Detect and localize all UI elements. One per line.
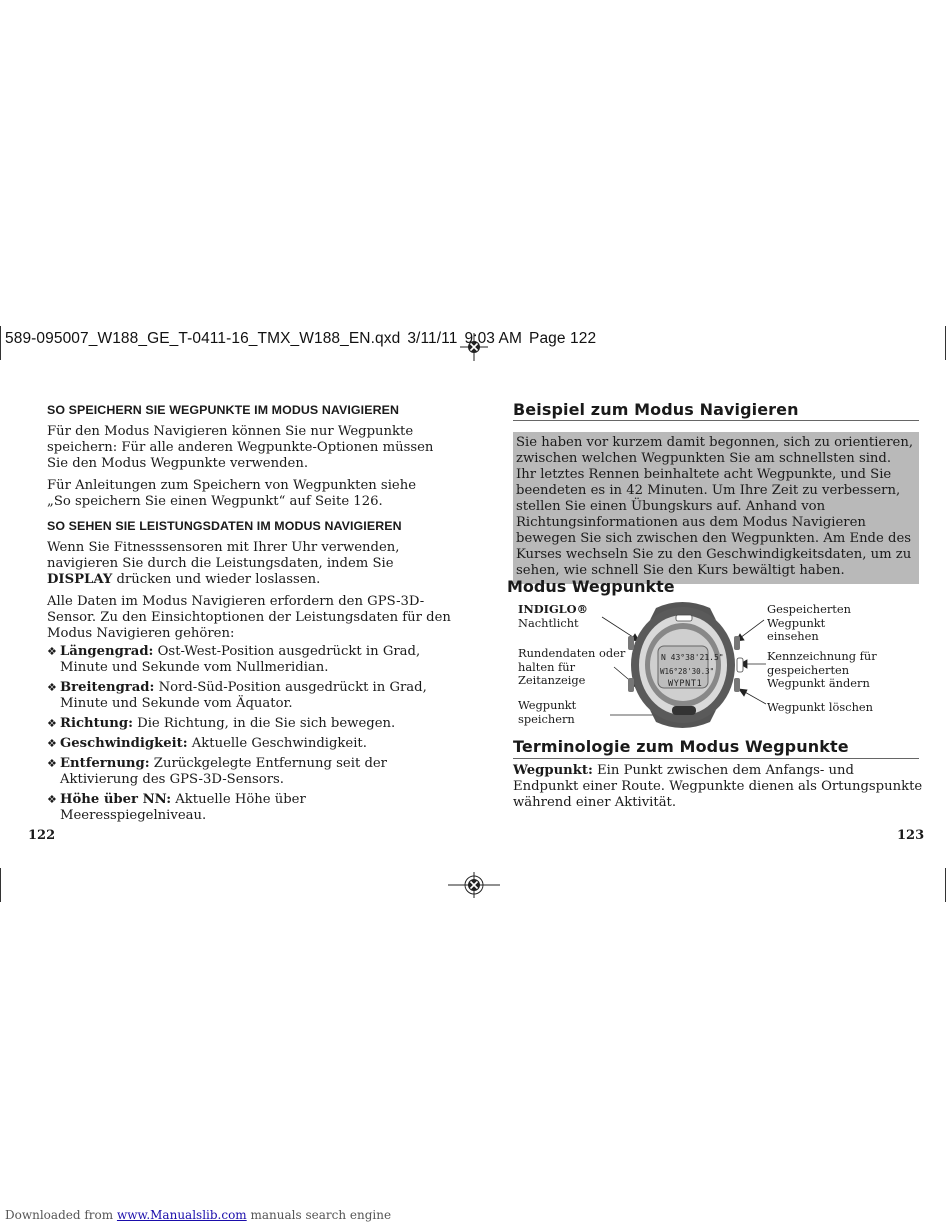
bullet-term: Längengrad: [60,644,154,659]
watch-illustration [598,598,770,734]
label-indiglo [518,603,588,630]
watch-line3: WYPNT1 [668,679,703,689]
list-item [47,736,452,752]
label-save-line2: speichern [518,711,575,726]
slug-date: 3/11/11 [407,330,458,347]
watch-line1: N 43°38'21.5" [661,653,724,662]
paragraph-fitness-sensors [47,540,452,588]
slug-file: 589-095007_W188_GE_T-0411-16_TMX_W188_EN.qxd [5,330,401,347]
bullet-icon: ❖ [47,793,57,806]
crop-mark-top-right [945,326,946,360]
print-slug [5,330,603,348]
bullet-icon: ❖ [47,645,57,658]
slug-page: Page 122 [529,330,597,347]
bullet-text: Ost-West-Position ausgedrückt in Grad, Minute und Sekunde vom Nullmeridian. [60,644,421,675]
watch-line2: W16°28'30.3" [660,667,715,676]
label-indiglo-sub: Nachtlicht [518,615,579,630]
slug-time: 9:03 AM [464,330,523,347]
label-mark-waypoint [767,650,877,691]
bullet-term: Breitengrad: [60,680,155,695]
bullet-text: Aktuelle Höhe über Meeresspiegelniveau. [60,792,306,823]
terminology-paragraph [513,763,923,811]
label-mark-line3: Wegpunkt ändern [767,676,870,690]
page-number-right: 123 [897,828,925,843]
crop-mark-top-left [0,326,1,360]
display-button-label: DISPLAY [47,572,113,587]
label-save-line1: Wegpunkt [518,698,577,712]
bullet-text: Aktuelle Geschwindigkeit. [187,736,367,751]
paragraph-gps-required: Alle Daten im Modus Navigieren erfordern den GPS-3D-Sensor. Zu den Einsichtoptionen der Leistungsdaten für den Modus Navigieren gehören: [47,594,451,641]
bullet-term: Richtung: [60,716,133,731]
term-waypoint: Wegpunkt: [513,763,593,778]
right-column [513,402,919,584]
label-view-waypoint [767,603,851,644]
footer [5,1208,391,1222]
heading-terminology [513,737,919,759]
heading-navigate-example: Beispiel zum Modus Navigieren [513,402,919,421]
label-lap-line3: Zeitanzeige [518,673,586,687]
bullet-term: Entfernung: [60,756,150,771]
paragraph-see-page [47,478,452,510]
label-save-waypoint [518,699,576,726]
crop-mark-bottom-right [945,868,946,902]
label-lap-line2: halten für [518,659,576,674]
example-box: Sie haben vor kurzem damit begonnen, sich zu orientieren, zwischen welchen Wegpunkten Sie am schnellsten sind. Ihr letztes Rennen beinhaltete acht Wegpunkte, und Sie beendeten es in 42 Minuten. Um Ihre Zeit zu verbessern, stellen Sie einen Übungskurs auf. Anhand von Richtungsinformationen aus dem Modus Navigieren bewegen Sie sich zwischen den Wegpunkten. Am Ende des Kurses wechseln Sie zu den Geschwindigkeitsdaten, um zu sehen, wie schnell Sie den Kurs bewältigt haben. [513,432,919,584]
label-lap-line1: Rundendaten oder [518,646,626,660]
bullet-term: Geschwindigkeit: [60,736,188,751]
performance-options-list [47,644,452,824]
bullet-term: Höhe über NN: [60,792,172,807]
see-page-line1: Für Anleitungen zum Speichern von Wegpunkten siehe [47,478,417,493]
list-item [47,756,452,788]
heading-waypoint-mode: Modus Wegpunkte [507,577,675,596]
label-indiglo-title: INDIGLO® [518,602,588,616]
footer-prefix: Downloaded from [5,1208,117,1222]
bullet-icon: ❖ [47,757,57,770]
label-mark-line1: Kennzeichnung für [767,649,877,663]
see-page-line2: „So speichern Sie einen Wegpunkt“ auf Seite 126. [47,494,383,509]
left-column [47,402,452,828]
list-item [47,680,452,712]
heading-terminology-text: Terminologie zum Modus Wegpunkte [513,737,919,759]
bullet-icon: ❖ [47,737,57,750]
fitness-text-post: drücken und wieder loslassen. [112,572,321,587]
page-number-left: 122 [28,828,56,843]
label-view-line3: einsehen [767,629,819,643]
heading-view-performance: SO SEHEN SIE LEISTUNGSDATEN IM MODUS NAVIGIEREN [47,519,402,533]
term-definition: Ein Punkt zwischen dem Anfangs- und Endpunkt einer Route. Wegpunkte dienen als Ortungspunkte während einer Aktivität. [513,763,923,810]
fitness-text-pre: Wenn Sie Fitnesssensoren mit Ihrer Uhr verwenden, navigieren Sie durch die Leistungsdaten, indem Sie [47,540,400,571]
bullet-icon: ❖ [47,681,57,694]
footer-suffix: manuals search engine [246,1208,392,1222]
list-item [47,644,452,676]
heading-save-waypoints: SO SPEICHERN SIE WEGPUNKTE IM MODUS NAVIGIEREN [47,403,400,417]
bullet-text: Die Richtung, in die Sie sich bewegen. [132,716,396,731]
manualslib-link[interactable]: www.Manualslib.com [116,1208,247,1222]
bullet-icon: ❖ [47,717,57,730]
bullet-text: Zurückgelegte Entfernung seit der Aktivierung des GPS-3D-Sensors. [60,756,387,787]
paragraph-save-only: Für den Modus Navigieren können Sie nur Wegpunkte speichern: Für alle anderen Wegpunkte-Optionen müssen Sie den Modus Wegpunkte verwenden. [47,424,434,471]
label-mark-line2: gespeicherten [767,662,850,677]
bullet-text: Nord-Süd-Position ausgedrückt in Grad, Minute und Sekunde vom Äquator. [60,680,427,711]
list-item [47,716,452,732]
label-delete-waypoint: Wegpunkt löschen [767,700,874,714]
crop-mark-bottom-left [0,868,1,902]
list-item [47,792,452,824]
label-view-line2: Wegpunkt [767,615,826,630]
registration-mark-bottom-icon [448,870,500,900]
label-view-line1: Gespeicherten [767,602,851,616]
